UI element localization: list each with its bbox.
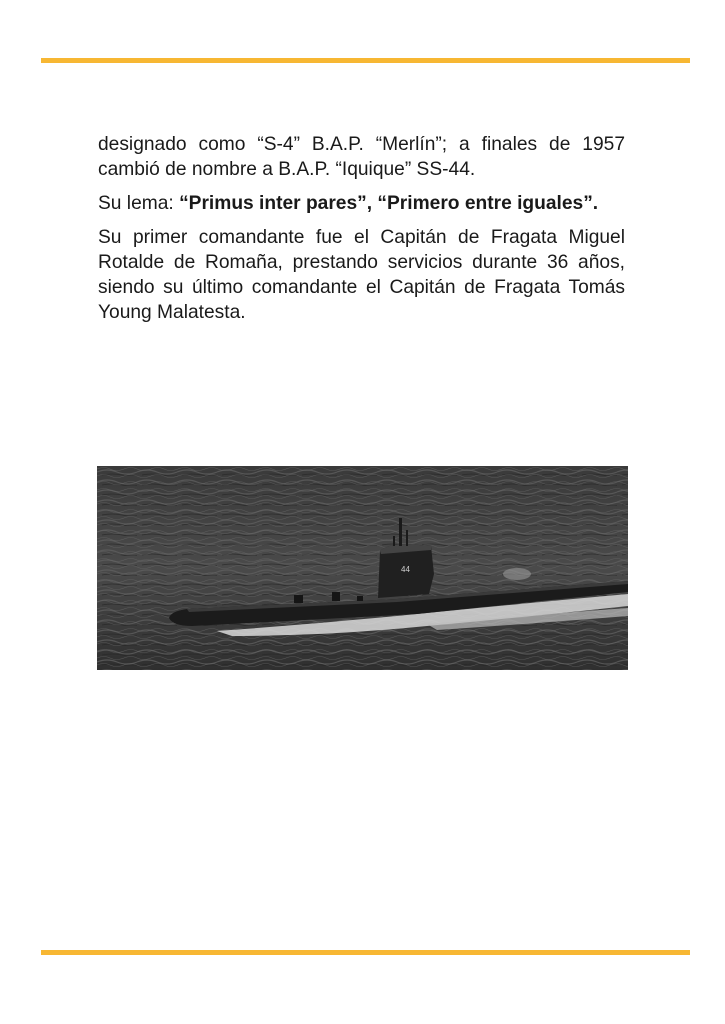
paragraph-designation: designado como “S-4” B.A.P. “Merlín”; a finales de 1957 cambió de nombre a B.A.P. “Iquique” SS-44.: [98, 134, 625, 180]
bottom-accent-rule: [41, 950, 690, 955]
paragraph-commanders: Su primer comandante fue el Capitán de Fragata Miguel Rotalde de Romaña, prestando servicios durante 36 años, siendo su último comandante el Capitán de Fragata Tomás Young Malatesta.: [98, 227, 625, 323]
top-accent-rule: [41, 58, 690, 63]
hull-number: 44: [401, 565, 410, 574]
motto-text: “Primus inter pares”, “Primero entre iguales”.: [179, 193, 599, 214]
body-text: [98, 132, 625, 334]
submarine-photo: [97, 466, 628, 670]
paragraph-motto: [98, 191, 625, 216]
motto-prefix: Su lema:: [98, 193, 180, 214]
